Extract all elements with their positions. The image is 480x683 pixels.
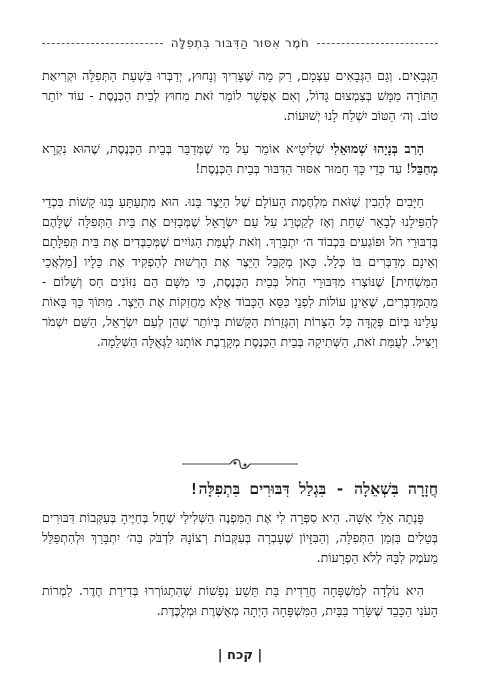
- paragraph-family: הִיא נוֹלְדָה לְמִשְׁפָּחָה חֲרֵדִית בַּת תֵּשַׁע נְפָשׁוֹת שֶׁהִתְגּוֹרְרוּ בְּדִירַת חֶדֶר. לַמְרוֹת הָעֹנִי הַכָּבֵד שֶׁשָּׂרַר בַּבַּיִת, הַמִּשְׁפָּחָה הָיְתָה מְאֻשֶּׁרֶת וּמְלֻכֶּדֶת.: [42, 583, 438, 618]
- running-header: [42, 36, 438, 50]
- paragraph-rabbi-quote: [42, 139, 438, 179]
- header-rule-right: [317, 43, 438, 44]
- paragraph-yetzer: חַיָּבִים לְהָבִין שֶׁזֹּאת מִלְחֶמֶת הָעוֹלָם שֶׁל הַיֵּצֶר בָּנוּ. הוּא מִתְעַתֵּעַ בָּנוּ קָשׁוֹת בִּכְדֵי לְהַפִּילֵנוּ לְבָאֵר שַׁחַת וְאָז לְקַטְרֵג עַל עַם יִשְׂרָאֵל שֶׁמְּבַזִּים אֶת בֵּית הַתְּפִלָּה שֶׁלָּהֶם בְּדִבּוּרֵי חֹל וּפוֹגְעִים בִּכְבוֹד ה׳ יִתְבָּרַךְ. וְזֹאת לְעֻמַּת הַגּוֹיִים שֶׁמְּכַבְּדִים אֶת בֵּית תְּפִלָּתָם וְאֵינָם מְדַבְּרִים בּוֹ כְּלָל. כָּאן מְקַבֵּל הַיֵּצֶר אֶת הָרְשׁוּת לְהַפְקִיד אֶת כֵּלָיו [מַלְאֲכֵי הַמַּשְׁחִית] שֶׁנּוֹצְרוּ מִדִּבּוּרֵי הַחֹל בְּבֵית הַכְּנֶסֶת, כִּי מִשָּׁם הֵם נִזּוֹנִים חַס וְשָׁלוֹם - מֵהַמְּדַבְּרִים, שֶׁאֵינָן עוֹלוֹת לִפְנֵי כִּסֵּא הַכָּבוֹד אֶלָּא מַחֲזִקוֹת אֶת הַיֵּצֶר. מִתּוֹךְ כָּךְ בָּאוֹת עָלֵינוּ בְּיוֹם פְּקֻדָּה כָּל הַצָּרוֹת וְהַגְּזֵרוֹת הַקָּשׁוֹת בְּיוֹתֵר שֶׁהֵן לְעַם יִשְׂרָאֵל, הַשֵּׁם יִשְׁמֹר וְיַצִּיל. לְעֻמַּת זֹאת, הַשְּׁתִיקָה בְּבֵית הַכְּנֶסֶת מְקָרֶבֶת אוֹתָנוּ לַגְּאֻלָּה הַשְּׁלֵמָה.: [42, 194, 438, 349]
- quote-text: שְׁלִיטָ״א אוֹמֵר עַל מִי שֶׁמְּדַבֵּר בְּבֵית הַכְּנֶסֶת, שֶׁהוּא נִקְרָא: [42, 141, 331, 156]
- quote-end: ! עַד כְּדֵי כָּךְ חָמוּר אִסּוּר הַדִּבּוּר בְּבֵית הַכְּנֶסֶת!: [195, 161, 412, 176]
- page-number: | קכח |: [217, 648, 263, 663]
- running-title: חֹמֶר אִסּוּר הַדִּבּוּר בִּתְפִלָּה: [170, 36, 310, 50]
- swirl-divider-icon: [0, 457, 480, 471]
- paragraph-gabbaim: הַגְּבָאִים. וְגַם הַגְּבָאִים עַצְמָם, רַק מָה שֶּׁצָּרִיךְ וְנָחוּץ, יְדַבְּרוּ בִּשְׁעַת הַתְּפִלָּה וּקְרִיאַת הַתּוֹרָה מַמָּשׁ בְּצִמְצוּם גָּדוֹל, וְאִם אֶפְשָׁר לוֹמַר זֹאת מִחוּץ לְבֵית הַכְּנֶסֶת - עוֹד יוֹתֵר טוֹב. וְה׳ הַטּוֹב יִשְׁלַח לָנוּ יְשׁוּעוֹת.: [42, 68, 438, 123]
- main-text: [42, 66, 438, 365]
- quote-emphasis: מְחַבֵּל: [411, 161, 438, 176]
- header-rule-left: [42, 43, 163, 44]
- paragraph-woman-story: פָּנְתָה אֵלַי אִשָּׁה. הִיא סִפְּרָה לִי אֶת הַמִּפְנֶה הַשְּׁלִילִי שֶׁחָל בְּחַיֶּיהָ בְּעִקְּבוֹת דִּבּוּרִים בְּטֵלִים בִּזְמַן הַתְּפִלָּה, וְהַבִּזָּיוֹן שֶׁעָבְרָה בְּעִקְּבוֹת רְצוֹנָהּ לִדְבֹּק בַּה׳ יִתְבָּרַךְ וּלְהִתְפַּלֵּל מֵעֹמֶק לִבָּהּ לְלֹא הַפְרָעוֹת.: [42, 510, 438, 565]
- section-title: חֲזָרָה בִּשְׁאֵלָה - בִּגְלַל דִּבּוּרִים בִּתְפִלָּה!: [189, 480, 438, 498]
- rabbi-name: הָרַב בְּנָיָהוּ שְׁמוּאֵלִי: [330, 141, 424, 156]
- section-text: [42, 508, 438, 634]
